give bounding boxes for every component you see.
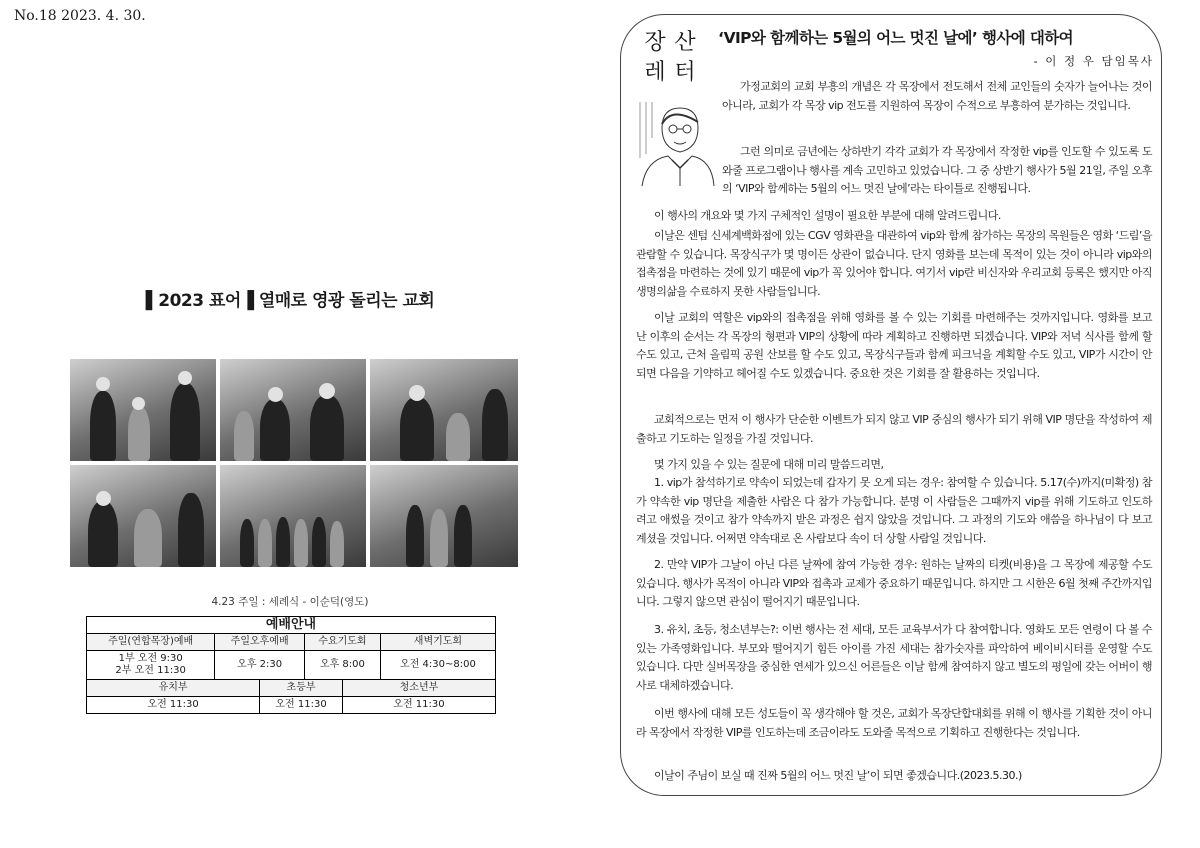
header-dawn-prayer: 새벽기도회 — [380, 634, 495, 651]
letter-paragraph: 교회적으로는 먼저 이 행사가 단순한 이벤트가 되지 않고 VIP 중심의 행사가 되기 위해 VIP 명단을 작성하여 제출하고 기도하는 일정을 가질 것입니다. — [636, 413, 1152, 445]
letter-paragraph: 1. vip가 참석하기로 약속이 되었는데 갑자기 못 오게 되는 경우: 참여할 수 있습니다. 5.17(수)까지(미확정) 참가 약속한 vip 명단을 제출한 사람은 다 참가 가능합니다. 분명 이 사람들은 그때까지 vip를 위해 기도하고 인도하려고 애썼을 것이고 참가 약속까지 받은 과정은 쉽지 않았을 것입니다. 그 과정의 기도와 애씀을 하나님이 다 보고 계셨을 것입니다. 어쩌면 약속대로 온 사람보다 속이 더 상할 사람일 것입니다. — [636, 476, 1152, 545]
pastor-portrait-sketch — [632, 98, 716, 188]
stamp-char: 레 — [644, 60, 666, 85]
letter-paragraph: 3. 유치, 초등, 청소년부는?: 이번 행사는 전 세대, 모든 교육부서가 다 참여합니다. 영화도 모든 연령이 다 볼 수 있는 가족영화입니다. 부모와 떨어지기 힘든 아이를 가진 세대는 참가숫자를 파악하여 베이비시터를 운영할 수도 있습니다. 다만 실버목장을 중심한 연세가 있으신 어른들은 이날 함께 참여하지 않고 별도의 평일에 갖는 어버이 행사로 대체하겠습니다. — [636, 623, 1152, 692]
elementary-time: 오전 11:30 — [260, 697, 343, 714]
header-kindergarten: 유치부 — [87, 680, 260, 697]
letter-paragraph: 이날이 주님이 보실 때 진짜 5월의 어느 멋진 날’이 되면 좋겠습니다.(2023.5.30.) — [654, 769, 1022, 782]
photo-3 — [370, 359, 518, 461]
letter-paragraph: 가정교회의 교회 부흥의 개념은 각 목장에서 전도해서 전체 교인들의 숫자가 늘어나는 것이 아니라, 교회가 각 목장 vip 전도를 지원하여 목장이 수적으로 부흥하여 분가하는 것입니다. — [722, 80, 1152, 112]
stamp-char: 터 — [674, 60, 696, 85]
sunday-first-time: 1부 오전 9:30 — [118, 653, 183, 664]
photo-4 — [70, 465, 216, 567]
dawn-prayer-time: 오전 4:30~8:00 — [380, 651, 495, 680]
photo-6 — [370, 465, 518, 567]
photo-2 — [220, 359, 366, 461]
letter-paragraph: 이날 교회의 역할은 vip와의 접촉점을 위해 영화를 볼 수 있는 기회를 마련해주는 것까지입니다. 영화를 보고 난 이후의 순서는 각 목장의 형편과 VIP의 상황에 따라 계획하고 진행하면 되겠습니다. VIP와 저녁 식사를 함께 할 수도 있고, 근처 올림픽 공원 산보를 할 수도 있고, 목장식구들과 함께 피크닉을 계획할 수도 있고, VIP가 시간이 안 되면 다음을 기약하고 헤어질 수도 있겠습니다. 중요한 것은 기회를 잘 활용하는 것입니다. — [636, 311, 1152, 380]
youth-time: 오전 11:30 — [342, 697, 495, 714]
letter-author: - 이 정 우 담임목사 — [1033, 54, 1154, 68]
header-wednesday-prayer: 수요기도회 — [304, 634, 380, 651]
schedule-title: 예배안내 — [87, 617, 496, 634]
letter-paragraph: 이 행사의 개요와 몇 가지 구체적인 설명이 필요한 부분에 대해 알려드립니다. — [654, 209, 1001, 222]
church-motto: ▌2023 표어▐ 열매로 영광 돌리는 교회 — [145, 291, 435, 311]
letter-title: ‘VIP와 함께하는 5월의 어느 멋진 날에’ 행사에 대하여 — [718, 29, 1074, 47]
photo-caption: 4.23 주일 : 세례식 - 이순덕(영도) — [211, 596, 369, 608]
sunday-second-time: 2부 오전 11:30 — [115, 665, 186, 676]
header-elementary: 초등부 — [260, 680, 343, 697]
letter-paragraph: 그런 의미로 금년에는 상하반기 각각 교회가 각 목장에서 작정한 vip를 인도할 수 있도록 도와줄 프로그램이나 행사를 계속 고민하고 있었습니다. 그 중 상반기 행사가 5월 21일, 주일 오후의 ‘VIP와 함께하는 5월의 어느 멋진 날에’라는 타이틀로 진행됩니다. — [722, 145, 1152, 195]
baptism-photo-grid — [70, 359, 518, 567]
wednesday-prayer-time: 오후 8:00 — [304, 651, 380, 680]
stamp-char: 산 — [674, 30, 696, 55]
photo-5 — [220, 465, 366, 567]
header-afternoon-service: 주일오후예배 — [215, 634, 305, 651]
afternoon-service-time: 오후 2:30 — [215, 651, 305, 680]
letter-paragraph: 이번 행사에 대해 모든 성도들이 꼭 생각해야 할 것은, 교회가 목장단합대회를 위해 이 행사를 기획한 것이 아니라 목장에서 작정한 VIP를 인도하는데 조금이라도 도와줄 목적으로 기획하고 진행한다는 것입니다. — [636, 707, 1152, 739]
column-stamp — [636, 28, 704, 96]
worship-schedule-table — [86, 616, 496, 714]
letter-paragraph: 이날은 센텀 신세계백화점에 있는 CGV 영화관을 대관하여 vip와 함께 참가하는 목장의 목원들은 영화 ‘드림’을 관람할 수 있습니다. 목장식구가 몇 명이든 상관이 없습니다. 단지 영화를 보는데 목적이 있는 것이 아니라 vip와의 접촉점을 마련하는 것에 있기 때문에 vip가 꼭 있어야 합니다. 여기서 vip란 비신자와 우리교회 등록은 했지만 아직 생명의삶을 수료하지 못한 사람들입니다. — [636, 229, 1152, 298]
kindergarten-time: 오전 11:30 — [87, 697, 260, 714]
letter-paragraph: 몇 가지 있을 수 있는 질문에 대해 미리 말씀드리면, — [654, 458, 884, 471]
letter-paragraph: 2. 만약 VIP가 그날이 아닌 다른 날짜에 참여 가능한 경우: 원하는 날짜의 티켓(비용)을 그 목장에 제공할 수도 있습니다. 행사가 목적이 아니라 VIP와 접촉과 교제가 중요하기 때문입니다. 하지만 그 시한은 6월 첫째 주간까지입니다. 그렇지 않으면 관심이 떨어지기 때문입니다. — [636, 558, 1152, 608]
header-youth: 청소년부 — [342, 680, 495, 697]
header-sunday-service: 주일(연합목장)예배 — [87, 634, 215, 651]
photo-1 — [70, 359, 216, 461]
stamp-char: 장 — [644, 30, 666, 55]
sunday-service-times — [87, 651, 215, 680]
issue-line: No.18 2023. 4. 30. — [14, 8, 146, 24]
